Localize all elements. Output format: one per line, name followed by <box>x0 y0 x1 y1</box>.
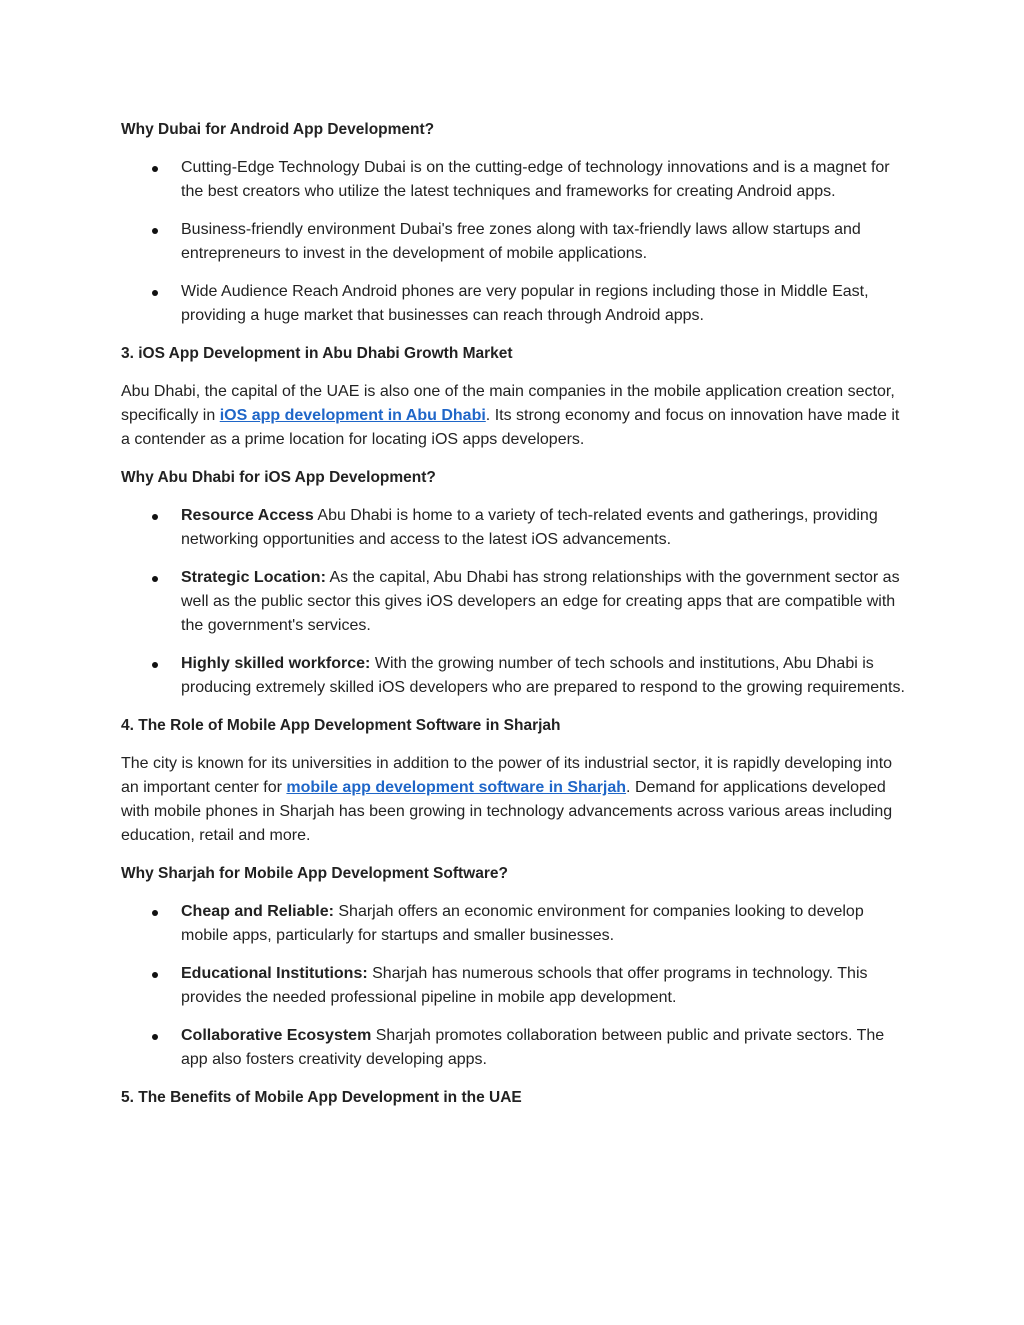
list-item-text: Sharjah has numerous schools that offer programs in technology. This provides the needed professional pipeline in mobile app development. <box>181 965 868 1006</box>
abudhabi-section-heading: 3. iOS App Development in Abu Dhabi Growth Market <box>121 345 513 362</box>
list-item-title: Resource Access <box>181 507 314 524</box>
bullet-icon <box>152 166 158 172</box>
abudhabi-why-heading: Why Abu Dhabi for iOS App Development? <box>121 469 436 486</box>
list-item-title: Educational Institutions: <box>181 965 368 982</box>
bullet-icon <box>152 662 158 668</box>
list-item-text: Business-friendly environment Dubai's free zones along with tax-friendly laws allow startups and entrepreneurs to invest in the development of mobile applications. <box>181 221 861 262</box>
list-item-text: Cutting-Edge Technology Dubai is on the cutting-edge of technology innovations and is a magnet for the best creators who utilize the latest techniques and frameworks for creating Android apps. <box>181 159 890 200</box>
abudhabi-paragraph-before: Abu Dhabi, the capital of the UAE is also one of the main companies in the mobile application creation sector, specifically in <box>121 383 895 424</box>
dubai-why-heading: Why Dubai for Android App Development? <box>121 121 435 138</box>
bullet-icon <box>152 228 158 234</box>
ios-app-development-abu-dhabi-link[interactable]: iOS app development in Abu Dhabi <box>219 407 486 424</box>
list-item <box>121 566 911 638</box>
list-item-text: Wide Audience Reach Android phones are very popular in regions including those in Middle East, providing a huge market that businesses can reach through Android apps. <box>181 283 869 324</box>
sharjah-section-heading: 4. The Role of Mobile App Development Software in Sharjah <box>121 717 561 734</box>
sharjah-paragraph-after: . Demand for applications developed with mobile phones in Sharjah has been growing in technology advancements across various areas including education, retail and more. <box>121 779 893 844</box>
list-item <box>121 504 911 552</box>
bullet-icon <box>152 972 158 978</box>
list-item-title: Strategic Location: <box>181 569 326 586</box>
list-item-text: Abu Dhabi is home to a variety of tech-related events and gatherings, providing networking opportunities and access to the latest iOS advancements. <box>181 507 878 548</box>
bullet-icon <box>152 576 158 582</box>
list-item-text: With the growing number of tech schools and institutions, Abu Dhabi is producing extremely skilled iOS developers who are prepared to respond to the growing requirements. <box>181 655 905 696</box>
sharjah-bullet-list <box>121 900 911 1072</box>
abudhabi-paragraph <box>121 380 911 452</box>
sharjah-paragraph <box>121 752 911 848</box>
list-item <box>121 218 911 266</box>
document-page <box>121 118 911 1124</box>
abudhabi-paragraph-after: . Its strong economy and focus on innovation have made it a contender as a prime location for locating iOS apps developers. <box>121 407 900 448</box>
list-item <box>121 156 911 204</box>
bullet-icon <box>152 290 158 296</box>
list-item-text: As the capital, Abu Dhabi has strong relationships with the government sector as well as the public sector this gives iOS developers an edge for creating apps that are compatible with the government's services. <box>181 569 900 634</box>
list-item-title: Highly skilled workforce: <box>181 655 371 672</box>
list-item <box>121 962 911 1010</box>
benefits-section-heading: 5. The Benefits of Mobile App Development in the UAE <box>121 1089 522 1106</box>
list-item <box>121 1024 911 1072</box>
abudhabi-bullet-list <box>121 504 911 700</box>
list-item-title: Collaborative Ecosystem <box>181 1027 372 1044</box>
list-item <box>121 900 911 948</box>
list-item-text: Sharjah promotes collaboration between public and private sectors. The app also fosters creativity developing apps. <box>181 1027 885 1068</box>
sharjah-why-heading: Why Sharjah for Mobile App Development Software? <box>121 865 508 882</box>
list-item <box>121 280 911 328</box>
bullet-icon <box>152 910 158 916</box>
dubai-bullet-list <box>121 156 911 328</box>
bullet-icon <box>152 1034 158 1040</box>
sharjah-paragraph-before: The city is known for its universities in addition to the power of its industrial sector, it is rapidly developing into an important center for <box>121 755 893 796</box>
list-item <box>121 652 911 700</box>
bullet-icon <box>152 514 158 520</box>
list-item-text: Sharjah offers an economic environment for companies looking to develop mobile apps, particularly for startups and smaller businesses. <box>181 903 864 944</box>
mobile-app-development-software-sharjah-link[interactable]: mobile app development software in Sharjah <box>286 779 627 796</box>
list-item-title: Cheap and Reliable: <box>181 903 334 920</box>
